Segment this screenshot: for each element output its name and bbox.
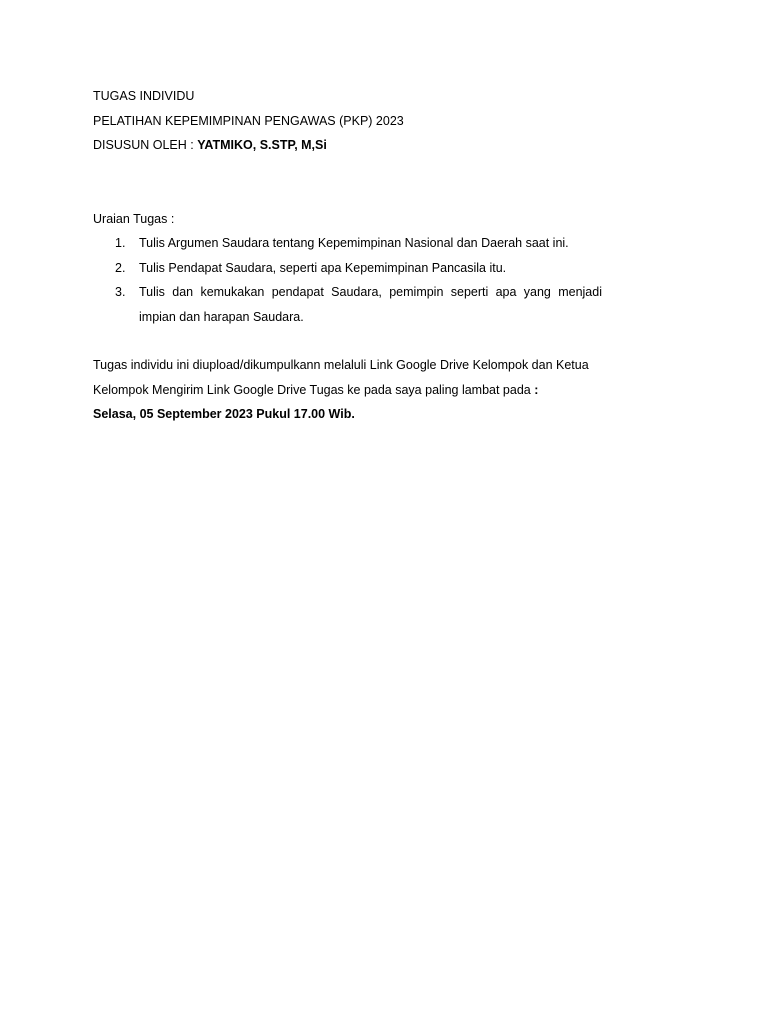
- task-text: Tulis Pendapat Saudara, seperti apa Kepemimpinan Pancasila itu.: [139, 260, 507, 275]
- task-number: 2.: [115, 260, 126, 275]
- task-item-1: [93, 231, 602, 256]
- author-prefix: DISUSUN OLEH :: [93, 138, 198, 152]
- task-list: [93, 231, 602, 329]
- task-text: Tulis dan kemukakan pendapat Saudara, pemimpin seperti apa yang menjadi impian dan harapan Saudara.: [139, 285, 602, 324]
- author-name: YATMIKO, S.STP, M,Si: [197, 138, 327, 152]
- task-item-2: [93, 256, 602, 281]
- task-number: 1.: [115, 236, 126, 250]
- spacer: [93, 158, 602, 207]
- submission-text: Kelompok Mengirim Link Google Drive Tugas ke pada saya paling lambat pada: [93, 382, 535, 397]
- submission-line-2: [93, 378, 602, 403]
- author-line: [93, 133, 602, 158]
- spacer: [93, 329, 602, 353]
- task-number: 3.: [115, 285, 126, 299]
- submission-line-1: Tugas individu ini diupload/dikumpulkann melaluli Link Google Drive Kelompok dan Ketua: [93, 358, 589, 372]
- document-body: [93, 84, 602, 427]
- task-heading: Uraian Tugas :: [93, 211, 175, 226]
- deadline: Selasa, 05 September 2023 Pukul 17.00 Wib.: [93, 407, 355, 421]
- submission-colon: :: [534, 382, 539, 397]
- task-text: Tulis Argumen Saudara tentang Kepemimpinan Nasional dan Daerah saat ini.: [139, 236, 569, 250]
- document-title: TUGAS INDIVIDU: [93, 89, 195, 103]
- task-item-3: [93, 280, 602, 329]
- training-title: PELATIHAN KEPEMIMPINAN PENGAWAS (PKP) 2023: [93, 113, 404, 128]
